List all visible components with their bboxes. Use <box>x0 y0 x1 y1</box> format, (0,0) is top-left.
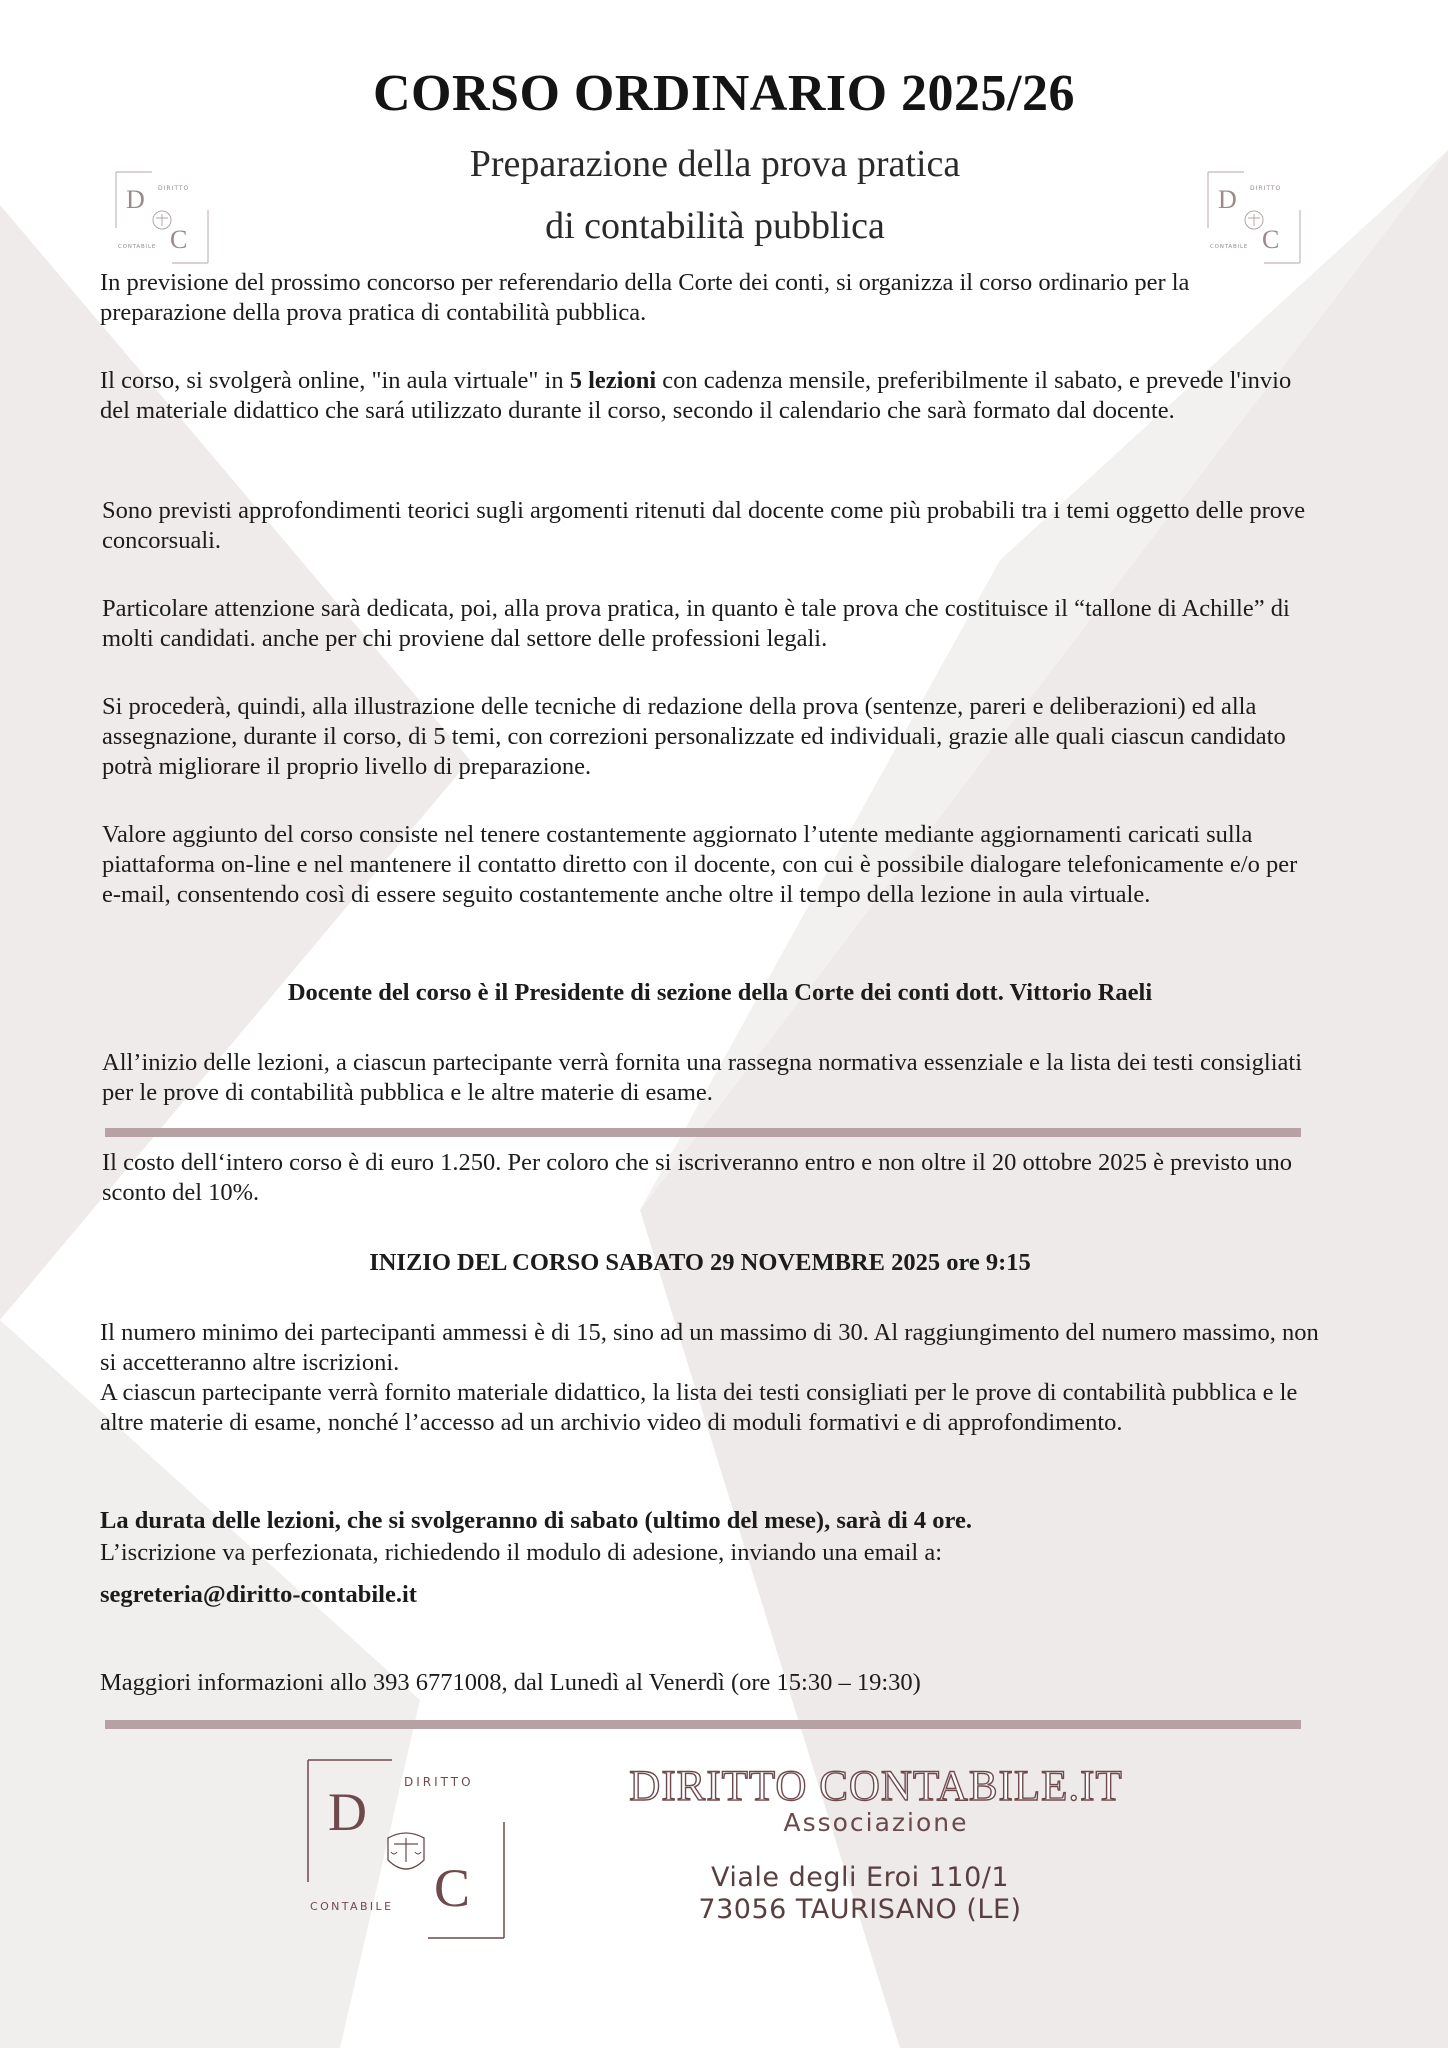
address-street: Viale degli Eroi 110/1 <box>710 1862 1010 1893</box>
enrollment-line: L’iscrizione va perfezionata, richiedendo il modulo di adesione, inviando una email a: <box>100 1539 943 1566</box>
svg-text:D: D <box>126 185 145 214</box>
divider-top <box>105 1128 1301 1137</box>
brand-name: DIRITTO CONTABILE.IT <box>629 1763 1123 1810</box>
svg-text:DIRITTO: DIRITTO <box>1250 185 1282 192</box>
participants-paragraph: Il numero minimo dei partecipanti ammessi è di 15, sino ad un massimo di 30. Al raggiungimento del numero massimo, non si accetteranno altre iscrizioni. <box>100 1319 1319 1376</box>
svg-text:C: C <box>1262 225 1280 254</box>
subtitle-line-1: Preparazione della prova pratica <box>469 143 961 185</box>
duration-text: La durata delle lezioni, che si svolgeranno di sabato (ultimo del mese), sarà di 4 ore. <box>100 1507 972 1534</box>
teacher-text: Docente del corso è il Presidente di sezione della Corte dei conti dott. Vittorio Raeli <box>287 979 1153 1006</box>
start-date-text: INIZIO DEL CORSO SABATO 29 NOVEMBRE 2025 ore 9:15 <box>369 1249 1031 1276</box>
svg-text:CONTABILE: CONTABILE <box>310 1900 394 1913</box>
intro-paragraph: In previsione del prossimo concorso per referendario della Corte dei conti, si organizza il corso ordinario per la preparazione della prova pratica di contabilità pubblica. <box>100 269 1190 326</box>
svg-text:C: C <box>170 225 188 254</box>
duration-line <box>100 1506 1320 1536</box>
svg-text:D: D <box>328 1782 367 1842</box>
email-line <box>100 1580 1320 1610</box>
svg-text:CONTABILE: CONTABILE <box>118 244 157 250</box>
format-paragraph <box>100 366 1320 426</box>
email-link[interactable]: segreteria@diritto-contabile.it <box>100 1581 417 1608</box>
svg-text:DIRITTO: DIRITTO <box>404 1775 474 1789</box>
value-paragraph: Valore aggiunto del corso consiste nel tenere costantemente aggiornato l’utente mediante aggiornamenti caricati sulla piattaforma on-line e nel mantenere il contatto diretto con il docente, con cui è possibile dialogare telefonicamente e/o per e-mail, consentendo così di essere seguito costantemente anche oltre il tempo della lezione in aula virtuale. <box>102 821 1298 908</box>
svg-text:C: C <box>434 1858 471 1918</box>
cost-paragraph: Il costo dell‘intero corso è di euro 1.250. Per coloro che si iscriveranno entro e non oltre il 20 ottobre 2025 è previsto uno sconto del 10%. <box>102 1149 1292 1206</box>
brand-logo-icon <box>306 1758 506 1940</box>
materials2-paragraph: A ciascun partecipante verrà fornito materiale didattico, la lista dei testi consigliati per le prove di contabilità pubblica e le altre materie di esame, nonché l’accesso ad un archivio video di moduli formativi e di approfondimento. <box>100 1379 1298 1436</box>
svg-text:DIRITTO: DIRITTO <box>158 185 190 192</box>
svg-text:CONTABILE: CONTABILE <box>1210 244 1249 250</box>
brand-subtitle: Associazione <box>783 1808 969 1837</box>
svg-text:D: D <box>1218 185 1237 214</box>
subtitle-line-2: di contabilità pubblica <box>545 205 885 247</box>
start-date <box>90 1248 1310 1278</box>
lessons-count: 5 lezioni <box>569 367 657 394</box>
practical-paragraph: Particolare attenzione sarà dedicata, poi, alla prova pratica, in quanto è tale prova che costituisce il “tallone di Achille” di molti candidati. anche per chi proviene dal settore delle professioni legali. <box>102 595 1290 652</box>
page-title: CORSO ORDINARIO 2025/26 <box>373 65 1075 122</box>
materials-paragraph: All’inizio delle lezioni, a ciascun partecipante verrà fornita una rassegna normativa essenziale e la lista dei testi consigliati per le prove di contabilità pubblica e le altre materie di esame. <box>102 1049 1303 1106</box>
format-text-start: Il corso, si svolgerà online, "in aula virtuale" in <box>100 367 570 394</box>
divider-bottom <box>105 1720 1301 1729</box>
address-city: 73056 TAURISANO (LE) <box>698 1894 1022 1925</box>
info-line: Maggiori informazioni allo 393 6771008, dal Lunedì al Venerdì (ore 15:30 – 19:30) <box>100 1669 921 1696</box>
teacher-line <box>100 978 1340 1008</box>
techniques-paragraph: Si procederà, quindi, alla illustrazione delle tecniche di redazione della prova (sentenze, pareri e deliberazioni) ed alla assegnazione, durante il corso, di 5 temi, con correzioni personalizzate ed individuali, grazie alle quali ciascun candidato potrà migliorare il proprio livello di preparazione. <box>102 693 1286 780</box>
theory-paragraph: Sono previsti approfondimenti teorici sugli argomenti ritenuti dal docente come più probabili tra i temi oggetto delle prove concorsuali. <box>102 497 1306 554</box>
format-text-end: con cadenza mensile, preferibilmente il sabato, e prevede l'invio del materiale didattico che sará utilizzato durante il corso, secondo il calendario che sarà formato dal docente. <box>100 367 1292 424</box>
